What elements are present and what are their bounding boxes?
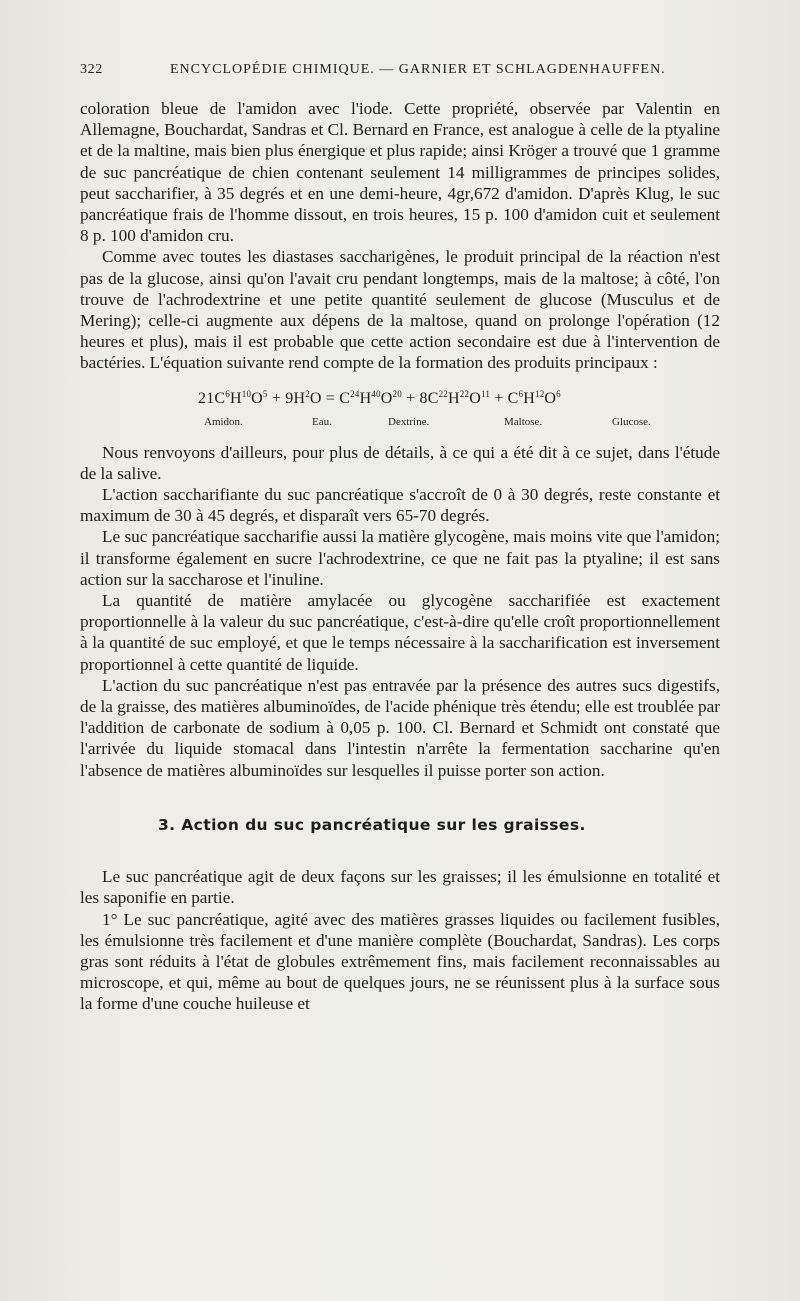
- paragraph-8: Le suc pancréatique agit de deux façons sur les graisses; il les émulsionne en totalité et les saponifie en partie.: [80, 867, 720, 908]
- label-dextrine: Dextrine.: [388, 415, 430, 428]
- section-title: Action du suc pancréatique sur les graisses.: [181, 815, 586, 834]
- page-header: [80, 62, 720, 84]
- section-heading: [80, 815, 720, 836]
- label-glucose: Glucose.: [612, 415, 651, 428]
- paragraph-2: Comme avec toutes les diastases saccharigènes, le produit principal de la réaction n'est pas de la glucose, ainsi qu'on l'avait cru pendant longtemps, mais de la maltose; à côté, l'on trouve de l'achrodextrine et une petite quantité seulement de glucose (Musculus et de Mering); celle-ci augmente aux dépens de la maltose, quand on prolonge l'opération (12 heures et plus), mais il est probable que cette action secondaire est due à l'intervention de bactéries. L'équation suivante rend compte de la formation des produits principaux :: [80, 247, 720, 373]
- page-number: 322: [80, 62, 103, 77]
- chemical-equation: [80, 388, 720, 436]
- section-number: 3.: [158, 815, 176, 834]
- label-maltose: Maltose.: [504, 415, 543, 428]
- label-eau: Eau.: [312, 415, 332, 428]
- equation-labels: [80, 412, 720, 428]
- body-text: [80, 98, 720, 1015]
- paragraph-6: La quantité de matière amylacée ou glycogène saccharifiée est exactement proportionnelle à la valeur du suc pancréatique, c'est-à-dire qu'elle croît proportionnellement à la quantité de suc employé, et que le temps nécessaire à la saccharification est inversement proportionnel à cette quantité de liquide.: [80, 591, 720, 674]
- paragraph-5: Le suc pancréatique saccharifie aussi la matière glycogène, mais moins vite que l'amidon; il transforme également en sucre l'achrodextrine, ce que ne fait pas la ptyaline; il est sans action sur la saccharose et l'inuline.: [80, 527, 720, 589]
- paragraph-1: coloration bleue de l'amidon avec l'iode. Cette propriété, observée par Valentin en Allemagne, Bouchardat, Sandras et Cl. Bernard en France, est analogue à celle de la ptyaline et de la maltine, mais bien plus énergique et plus rapide; ainsi Kröger a trouvé que 1 gramme de suc pancréatique de chien contenant seulement 14 milligrammes de principes solides, peut saccharifier, à 35 degrés et en une demi-heure, 4gr,672 d'amidon. D'après Klug, le suc pancréatique frais de l'homme dissout, en trois heures, 15 p. 100 d'amidon cuit et seulement 8 p. 100 d'amidon cru.: [80, 99, 720, 246]
- label-amidon: Amidon.: [204, 415, 243, 428]
- paragraph-9: 1° Le suc pancréatique, agité avec des matières grasses liquides ou facilement fusibles, les émulsionne très facilement et d'une manière complète (Bouchardat, Sandras). Les corps gras sont réduits à l'état de globules extrêmement fins, mais facilement reconnaissables au microscope, et qui, même au bout de quelques jours, ne se réunissent plus à la surface sous la forme d'une couche huileuse et: [80, 909, 720, 1014]
- paragraph-4: L'action saccharifiante du suc pancréatique s'accroît de 0 à 30 degrés, reste constante et maximum de 30 à 45 degrés, et disparaît vers 65-70 degrés.: [80, 485, 720, 526]
- paragraph-7: L'action du suc pancréatique n'est pas entravée par la présence des autres sucs digestifs, de la graisse, des matières albuminoïdes, de l'acide phénique très étendu; elle est troublée par l'addition de carbonate de sodium à 0,05 p. 100. Cl. Bernard et Schmidt ont constaté que l'arrivée du liquide stomacal dans l'intestin n'arrête la fermentation saccharine qu'en l'absence de matières albuminoïdes sur lesquelles il puisse porter son action.: [80, 675, 720, 780]
- paragraph-3: Nous renvoyons d'ailleurs, pour plus de détails, à ce qui a été dit à ce sujet, dans l'étude de la salive.: [80, 442, 720, 483]
- equation-formula: $21C^6H^{10}O^5 + 9H^2O = C^{24}H^{40}O^{20} + 8C^{22}H^{22}O^{11} + C^6H^{12}O^6$: [198, 388, 561, 407]
- running-title: ENCYCLOPÉDIE CHIMIQUE. — GARNIER ET SCHLAGDENHAUFFEN.: [170, 62, 666, 77]
